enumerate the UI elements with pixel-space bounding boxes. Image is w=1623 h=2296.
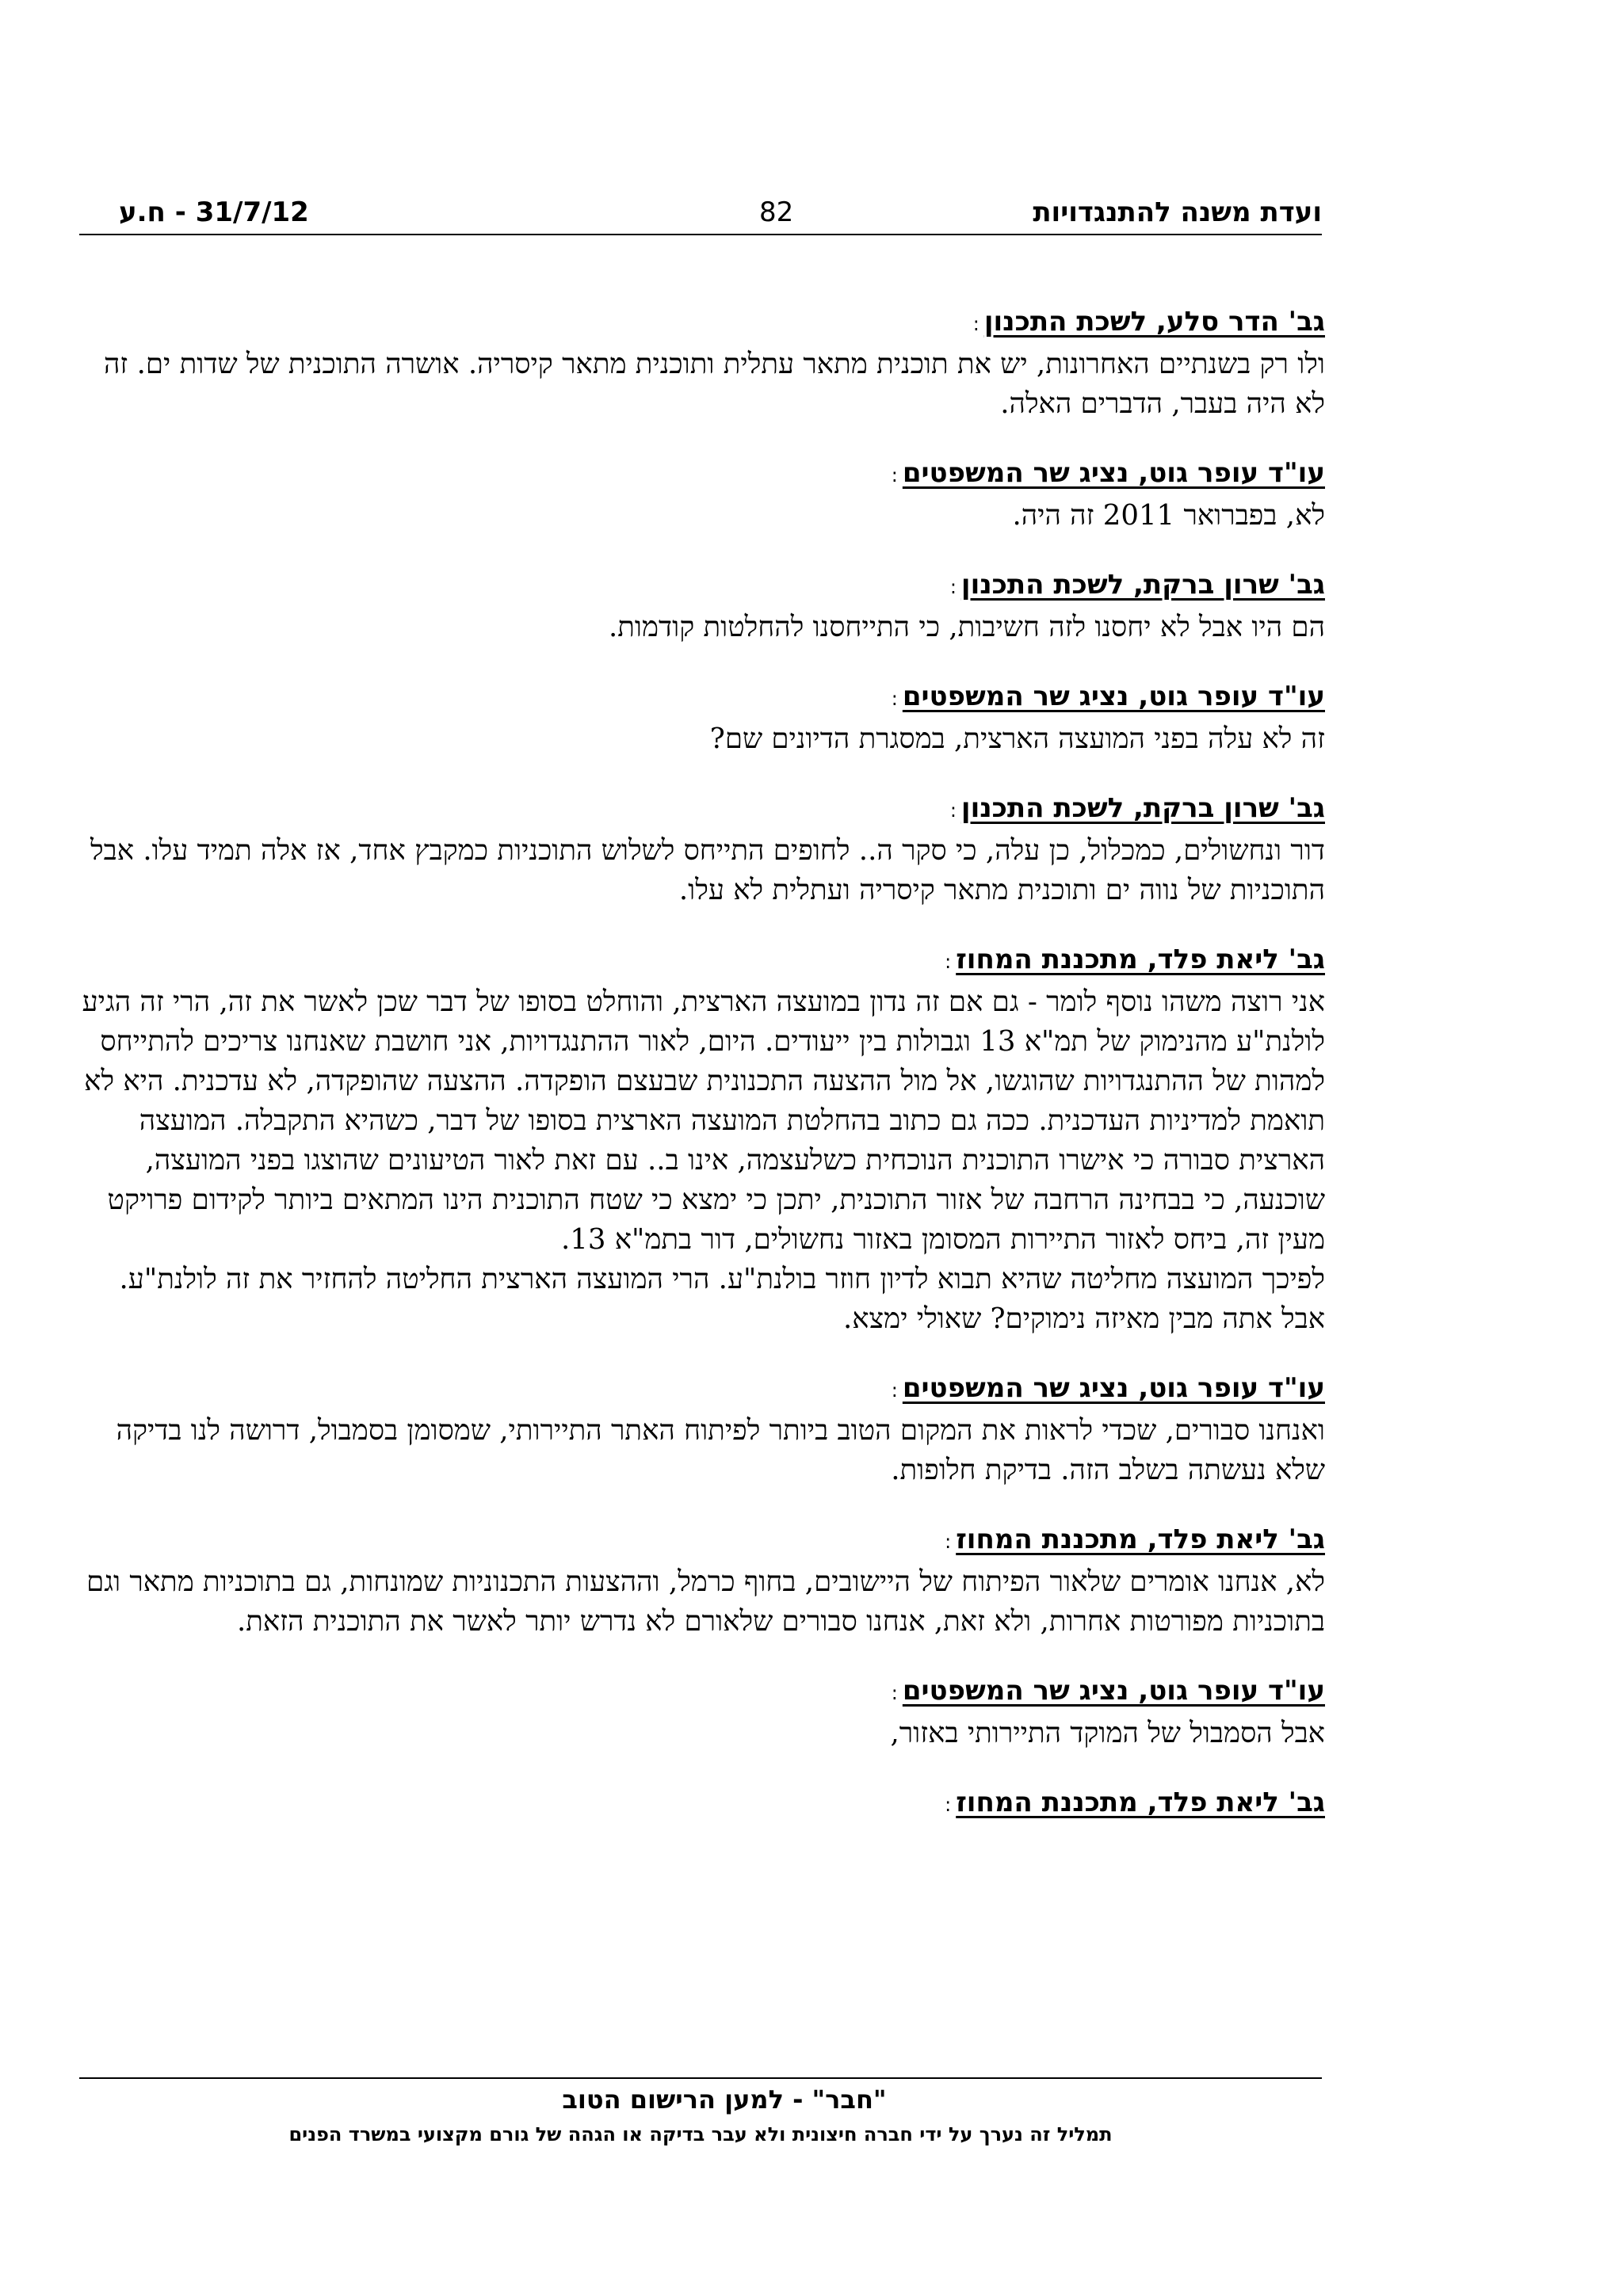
- header-divider: [79, 234, 1322, 235]
- speech-paragraph: לא, אנחנו אומרים שלאור הפיתוח של היישובים, בחוף כרמל, וההצעות התכנוניות שמונחות, גם בתוכניות מתאר וגם בתוכניות מפורטות אחרות, ולא זאת, אנחנו סבורים שלאורם לא נדרש יותר לאשר את התוכנית הזאת.: [86, 1566, 1325, 1638]
- speaker-heading: [79, 1519, 1325, 1562]
- speaker-block: [79, 676, 1325, 759]
- speaker-block: [79, 1519, 1325, 1642]
- transcript-body: [79, 301, 1325, 1854]
- speaker-heading: [79, 1670, 1325, 1714]
- speech-paragraph: ואנחנו סבורים, שכדי לראות את המקום הטוב ביותר לפיתוח האתר התיירותי, שמסומן בסמבול, דרושה לנו בדיקה שלא נעשתה בשלב הזה. בדיקת חלופות.: [116, 1414, 1325, 1486]
- speaker-colon: :: [891, 688, 898, 710]
- speech-paragraph: זה לא עלה בפני המועצה הארצית, במסגרת הדיונים שם?: [709, 723, 1325, 755]
- speaker-block: [79, 1670, 1325, 1753]
- speech-paragraph: אני רוצה משהו נוסף לומר - גם אם זה נדון במועצה הארצית, והוחלט בסופו של דבר שכן לאשר את זה, הרי זה הגיע לולנת"ע מהנימוק של תמ"א 13 וגבולות בין ייעודים. היום, לאור ההתנגדויות, אני חושבת שאנחנו צריכים להתייחס למהות של ההתנגדויות שהוגשו, אל מול ההצעה התכנונית שבעצם הופקדה. ההצעה שהופקדה, לא עדכנית. היא לא תואמת למדיניות העדכנית. ככה גם כתוב בהחלטת המועצה הארצית בסופו של דבר, כשהיא התקבלה. המועצה הארצית סבורה כי אישרו התוכנית הנוכחית כשלעצמה, אינו ב.. עם זאת לאור הטיעונים שהוצגו בפני המועצה, שוכנעה, כי בבחינה הרחבה של אזור התוכנית, יתכן כי ימצא כי שטח התוכנית הינו המתאים ביותר לקידום פרויקט מעין זה, ביחס לאזור התיירות המסומן באזור נחשולים, דור בתמ"א 13.: [82, 986, 1325, 1256]
- speaker-heading: [79, 676, 1325, 719]
- footer-title: "חבר" - למען הרישום הטוב: [562, 2084, 887, 2115]
- speaker-name: גב' ליאת פלד, מתכננת המחוז: [956, 1524, 1325, 1555]
- speaker-colon: :: [891, 1379, 898, 1402]
- speaker-block: [79, 939, 1325, 1339]
- speaker-name: גב' ליאת פלד, מתכננת המחוז: [956, 1787, 1325, 1818]
- speaker-heading: [79, 939, 1325, 982]
- speech-paragraph: דור ונחשולים, כמכלול, כן עלה, כי סקר ה.. לחופים התייחס לשלוש התוכניות כמקבץ אחד, אז אלה תמיד עלו. אבל התוכניות של נווה ים ותוכנית מתאר קיסריה ועתלית לא עלו.: [90, 834, 1325, 906]
- speaker-name: עו"ד עופר גוט, נציג שר המשפטים: [902, 1675, 1325, 1707]
- speaker-block: [79, 564, 1325, 647]
- speaker-name: גב' שרון ברקת, לשכת התכנון: [960, 792, 1325, 824]
- page-header: [79, 190, 1322, 235]
- header-page-number: 82: [759, 196, 794, 228]
- speech-paragraph: הם היו אבל לא יחסנו לזה חשיבות, כי התייחסנו להחלטות קודמות.: [608, 611, 1325, 643]
- speaker-heading: [79, 452, 1325, 496]
- speaker-colon: :: [949, 799, 957, 822]
- speaker-block: [79, 452, 1325, 536]
- speaker-colon: :: [945, 1794, 952, 1816]
- speaker-colon: :: [945, 1531, 952, 1553]
- header-date-initials: 31/7/12 - ח.ע: [119, 196, 309, 228]
- speaker-heading: [79, 788, 1325, 831]
- speaker-colon: :: [891, 1682, 898, 1704]
- speaker-block: [79, 1367, 1325, 1490]
- speech-paragraph: לפיכך המועצה מחליטה שהיא תבוא לדיון חוזר בולנת"ע. הרי המועצה הארצית החליטה להחזיר את זה לולנת"ע. אבל אתה מבין מאיזה נימוקים? שאולי ימצא.: [119, 1263, 1325, 1335]
- speaker-name: עו"ד עופר גוט, נציג שר המשפטים: [902, 457, 1325, 489]
- footer-disclaimer: תמליל זה נערך על ידי חברה חיצונית ולא עבר בדיקה או הגהה של גורם מקצועי במשרד הפנים: [288, 2123, 1113, 2145]
- speaker-heading: [79, 1367, 1325, 1411]
- speech-paragraph: לא, בפברואר 2011 זה היה.: [1012, 499, 1325, 532]
- speaker-colon: :: [972, 313, 980, 335]
- speaker-heading: [79, 564, 1325, 608]
- footer-divider: [79, 2077, 1322, 2079]
- speaker-name: עו"ד עופר גוט, נציג שר המשפטים: [902, 1372, 1325, 1404]
- speaker-colon: :: [891, 464, 898, 486]
- speaker-name: גב' הדר סלע, לשכת התכנון: [983, 306, 1325, 338]
- speaker-block: [79, 788, 1325, 910]
- speaker-name: גב' שרון ברקת, לשכת התכנון: [960, 569, 1325, 601]
- header-committee-name: ועדת משנה להתנגדויות: [1033, 196, 1322, 228]
- speech-paragraph: ולו רק בשנתיים האחרונות, יש את תוכנית מתאר עתלית ותוכנית מתאר קיסריה. אושרה התוכנית של שדות ים. זה לא היה בעבר, הדברים האלה.: [104, 348, 1325, 420]
- speaker-block: [79, 1782, 1325, 1825]
- speaker-colon: :: [949, 576, 957, 598]
- speaker-heading: [79, 1782, 1325, 1825]
- speaker-block: [79, 301, 1325, 424]
- speech-paragraph: אבל הסמבול של המוקד התיירותי באזור,: [890, 1717, 1325, 1749]
- speaker-name: גב' ליאת פלד, מתכננת המחוז: [956, 944, 1325, 975]
- speaker-name: עו"ד עופר גוט, נציג שר המשפטים: [902, 681, 1325, 712]
- speaker-colon: :: [945, 951, 952, 973]
- speaker-heading: [79, 301, 1325, 345]
